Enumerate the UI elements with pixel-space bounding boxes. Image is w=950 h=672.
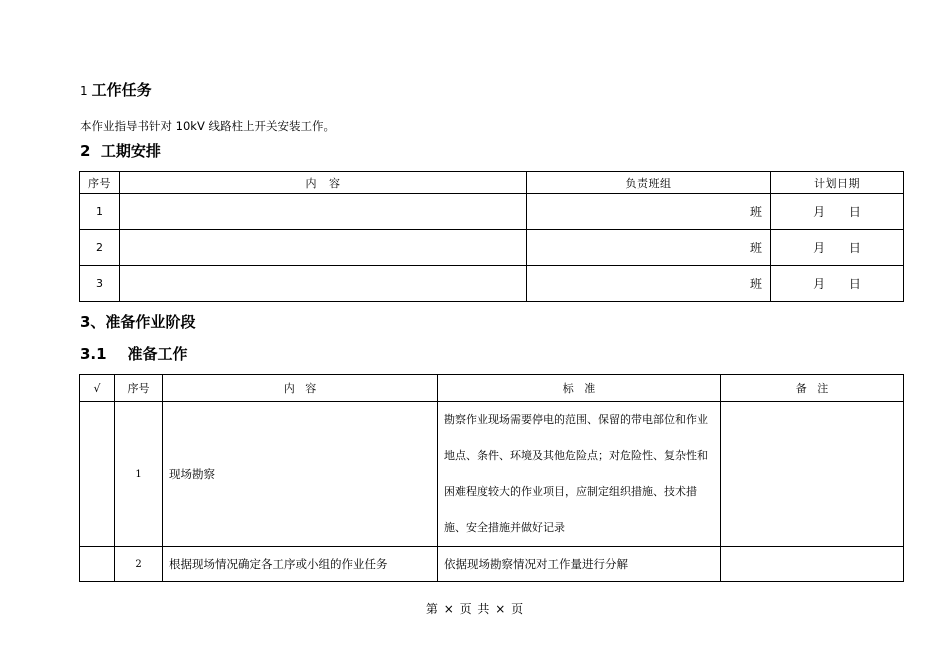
section-2-heading: 2 工期安排	[80, 142, 161, 160]
prep-num: 2	[115, 547, 163, 582]
section-1-heading	[80, 79, 152, 100]
schedule-team: 班	[527, 266, 771, 302]
table-row	[80, 266, 904, 302]
schedule-num: 1	[80, 194, 120, 230]
schedule-header-row	[80, 172, 904, 194]
prep-check[interactable]	[80, 547, 115, 582]
prep-header-num: 序号	[115, 375, 163, 402]
table-row	[80, 402, 904, 547]
table-row	[80, 547, 904, 582]
table-row	[80, 230, 904, 266]
prep-num: 1	[115, 402, 163, 547]
prep-note	[721, 547, 904, 582]
schedule-header-team: 负责班组	[527, 172, 771, 194]
prep-header-check: √	[80, 375, 115, 402]
schedule-header-content: 内 容	[120, 172, 527, 194]
schedule-content	[120, 230, 527, 266]
section-3-heading: 3、准备作业阶段	[80, 313, 196, 331]
schedule-content	[120, 266, 527, 302]
schedule-date: 月 日	[771, 266, 904, 302]
section-3-1-heading: 3.1 准备工作	[80, 345, 188, 363]
table-row	[80, 194, 904, 230]
prep-header-standard: 标 准	[438, 375, 721, 402]
section-1-number: 1	[80, 84, 88, 98]
schedule-date: 月 日	[771, 194, 904, 230]
schedule-table	[79, 171, 904, 302]
prep-header-row	[80, 375, 904, 402]
prep-note	[721, 402, 904, 547]
prep-header-note: 备 注	[721, 375, 904, 402]
prep-content: 现场勘察	[163, 402, 438, 547]
prep-table	[79, 374, 904, 582]
page-footer: 第 × 页 共 × 页	[425, 602, 525, 616]
schedule-content	[120, 194, 527, 230]
schedule-header-num: 序号	[80, 172, 120, 194]
schedule-date: 月 日	[771, 230, 904, 266]
prep-header-content: 内 容	[163, 375, 438, 402]
prep-standard: 勘察作业现场需要停电的范围、保留的带电部位和作业地点、条件、环境及其他危险点；对危险性、复杂性和困难程度较大的作业项目，应制定组织措施、技术措施、安全措施并做好记录	[438, 402, 721, 547]
prep-content: 根据现场情况确定各工序或小组的作业任务	[163, 547, 438, 582]
section-1-body: 本作业指导书针对 10kV 线路柱上开关安装工作。	[80, 119, 335, 133]
schedule-header-date: 计划日期	[771, 172, 904, 194]
prep-standard: 依据现场勘察情况对工作量进行分解	[438, 547, 721, 582]
prep-check[interactable]	[80, 402, 115, 547]
section-1-title: 工作任务	[91, 81, 152, 99]
schedule-num: 3	[80, 266, 120, 302]
schedule-team: 班	[527, 230, 771, 266]
schedule-num: 2	[80, 230, 120, 266]
schedule-team: 班	[527, 194, 771, 230]
